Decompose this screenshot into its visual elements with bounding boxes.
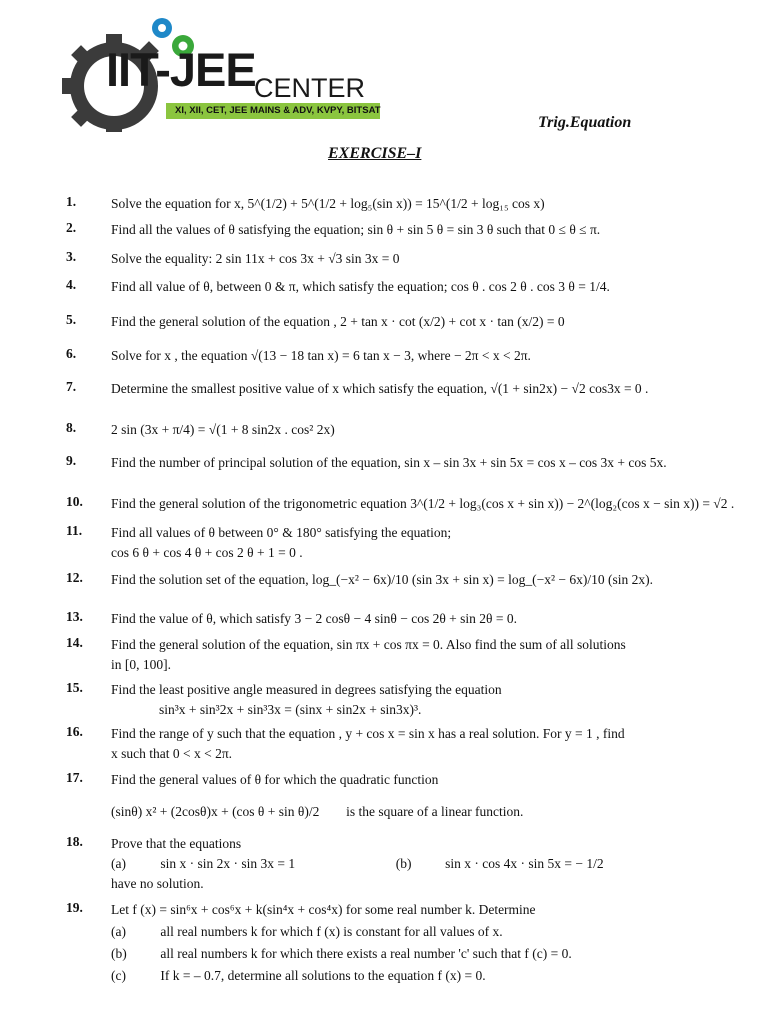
question-number: 13.: [66, 609, 83, 624]
question-text: Find the general values of θ for which the quadratic function: [111, 772, 439, 787]
question-number: 2.: [66, 220, 77, 235]
equation: 2 sin 11x + cos 3x + √3 sin 3x = 0: [215, 251, 400, 266]
question-text-continued: have no solution.: [111, 876, 204, 891]
question-text: Solve for x , the equation: [111, 348, 248, 363]
equation: 3 − 2 cosθ − 4 sinθ − cos 2θ + sin 2θ = 0.: [294, 611, 517, 626]
exercise-title: EXERCISE–I: [328, 145, 422, 162]
question-text-continued: in [0, 100].: [111, 657, 171, 672]
question-number: 1.: [66, 194, 77, 209]
option-b-label: (b): [395, 856, 412, 871]
equation: (sinθ) x² + (2cosθ)x + (cos θ + sin θ)/2: [111, 804, 320, 819]
part-c-label: (c): [111, 968, 126, 983]
logo-tagline: XI, XII, CET, JEE MAINS & ADV, KVPY, BITSAT: [166, 103, 380, 119]
part-c-text: If k = – 0.7, determine all solutions to the equation f (x) = 0.: [160, 968, 486, 983]
logo-main-text: IIT-JEE: [106, 43, 256, 96]
question-number: 11.: [66, 523, 83, 538]
question-text: Prove that the equations: [111, 836, 242, 851]
part-b-text: all real numbers k for which there exists a real number 'c' such that f (c) = 0.: [160, 946, 572, 961]
equation: √(1 + sin2x) − √2 cos3x = 0 .: [490, 381, 649, 396]
question-text: Find the range of y such that the equation , y + cos x = sin x has a real solution. For y = 1 , find: [111, 726, 625, 741]
question-text: Find the general solution of the equation ,: [111, 314, 337, 329]
equation: sin x – sin 3x + sin 5x = cos x – cos 3x + cos 5x.: [404, 455, 667, 470]
question-number: 12.: [66, 570, 83, 585]
question-text: Find the value of θ, which satisfy: [111, 611, 292, 626]
question-text: Find the solution set of the equation,: [111, 572, 309, 587]
equation: √(13 − 18 tan x) = 6 tan x − 3, where − 2π < x < 2π.: [250, 348, 531, 363]
equation: log_(−x² − 6x)/10 (sin 3x + sin x) = log_(−x² − 6x)/10 (sin 2x).: [311, 572, 653, 587]
question-number: 14.: [66, 635, 83, 650]
question-text: Find the general solution of the equation, sin πx + cos πx = 0. Also find the sum of all solutions: [111, 637, 626, 652]
question-text: Determine the smallest positive value of x which satisfy the equation,: [111, 381, 488, 396]
question-number: 16.: [66, 724, 83, 739]
equation: sin³x + sin³2x + sin³3x = (sinx + sin2x + sin3x)³.: [159, 702, 422, 717]
equation: sin θ + sin 5 θ = sin 3 θ such that 0 ≤ θ ≤ π.: [367, 222, 601, 237]
question-number: 4.: [66, 277, 77, 292]
question-number: 10.: [66, 494, 83, 509]
question-number: 18.: [66, 834, 83, 849]
question-number: 5.: [66, 312, 77, 327]
question-number: 8.: [66, 420, 77, 435]
question-number: 15.: [66, 680, 83, 695]
option-b-equation: sin x · cos 4x · sin 5x = − 1/2: [445, 856, 604, 871]
question-number: 19.: [66, 900, 83, 915]
topic-label: Trig.Equation: [538, 114, 632, 131]
question-number: 17.: [66, 770, 83, 785]
logo: [62, 14, 382, 132]
question-number: 7.: [66, 379, 77, 394]
question-text: Find all values of θ between 0° & 180° satisfying the equation;: [111, 525, 452, 540]
logo-sub-text: CENTER: [254, 73, 366, 103]
equation: 5^(1/2) + 5^(1/2 + log₅(sin x)) = 15^(1/2 + log₁₅ cos x): [247, 196, 545, 211]
equation: 2 sin (3x + π/4) = √(1 + 8 sin2x . cos² 2x): [111, 422, 335, 437]
question-text: Let f (x) = sin⁶x + cos⁶x + k(sin⁴x + cos⁴x) for some real number k. Determine: [111, 902, 536, 917]
question-text: Solve the equality:: [111, 251, 213, 266]
question-number: 9.: [66, 453, 77, 468]
part-a-label: (a): [111, 924, 126, 939]
question-text-continued: x such that 0 < x < 2π.: [111, 746, 233, 761]
question-text: Solve the equation for x,: [111, 196, 245, 211]
equation: 3^(1/2 + log₃(cos x + sin x)) − 2^(log₂(cos x − sin x)) = √2 .: [410, 496, 735, 511]
equation: cos θ . cos 2 θ . cos 3 θ = 1/4.: [450, 279, 610, 294]
question-text: Find the general solution of the trigonometric equation: [111, 496, 407, 511]
option-a-label: (a): [111, 856, 126, 871]
part-a-text: all real numbers k for which f (x) is constant for all values of x.: [160, 924, 503, 939]
question-text: Find the number of principal solution of the equation,: [111, 455, 401, 470]
equation: 2 + tan x · cot (x/2) + cot x · tan (x/2) = 0: [340, 314, 565, 329]
question-text: Find all value of θ, between 0 & π, which satisfy the equation;: [111, 279, 448, 294]
question-number: 6.: [66, 346, 77, 361]
question-text: Find the least positive angle measured in degrees satisfying the equation: [111, 682, 502, 697]
part-b-label: (b): [111, 946, 127, 961]
question-number: 3.: [66, 249, 77, 264]
equation: cos 6 θ + cos 4 θ + cos 2 θ + 1 = 0 .: [111, 545, 303, 560]
question-text: Find all the values of θ satisfying the equation;: [111, 222, 365, 237]
question-text-continued: is the square of a linear function.: [346, 804, 524, 819]
option-a-equation: sin x · sin 2x · sin 3x = 1: [160, 856, 296, 871]
